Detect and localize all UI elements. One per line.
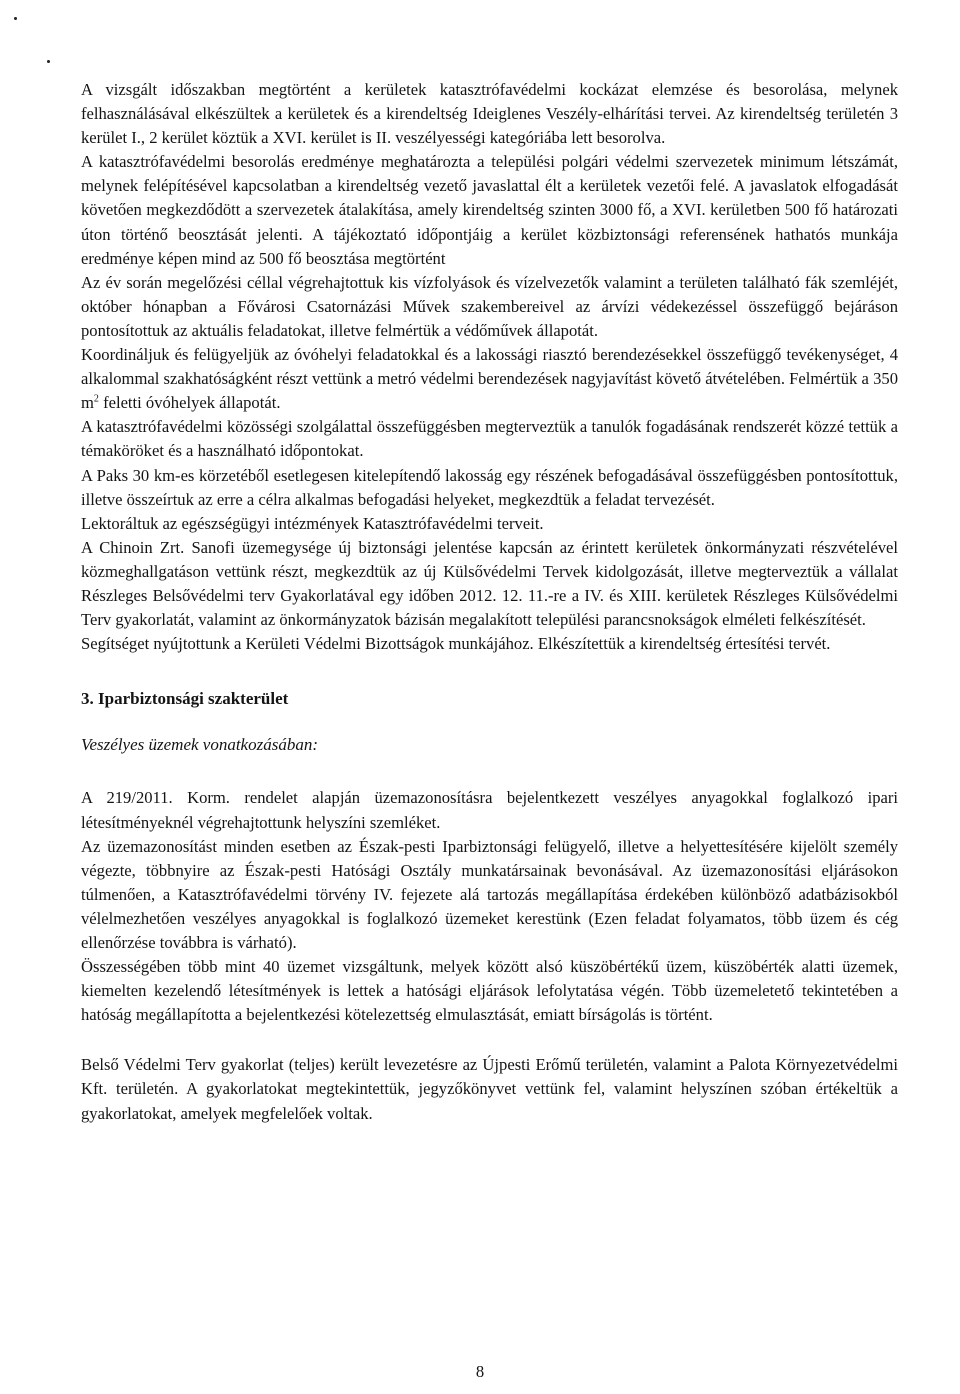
- paragraph-internal-defense-exercise: Belső Védelmi Terv gyakorlat (teljes) került levezetésre az Újpesti Erőmű területén, valamint a Palota Környezetvédelmi Kft. területén. A gyakorlatokat megtekintettük, jegyzőkönyvet vettünk fel, valamint helyszínen szóban értékeltük a gyakorlatokat, amelyek megfelelőek voltak.: [81, 1055, 898, 1123]
- paragraph-health-plans: Lektoráltuk az egészségügyi intézmények Katasztrófavédelmi terveit.: [81, 513, 544, 533]
- section-heading: 3. Iparbiztonsági szakterület: [81, 689, 289, 709]
- page-number: 8: [475, 1362, 485, 1381]
- paragraph-community-service: A katasztrófavédelmi közösségi szolgálattal összefüggésben megterveztük a tanulók fogadásának rendszerét közzé tettük a témaköröket és a használható időpontokat.: [81, 417, 898, 461]
- scan-speck: [47, 60, 50, 63]
- paragraph-shelters: [81, 343, 898, 415]
- superscript: 2: [93, 393, 99, 405]
- paragraph-risk-assessment: A vizsgált időszakban megtörtént a kerületek katasztrófavédelmi kockázat elemzése és besorolása, melynek felhasználásával elkészültek a kerületek és a kirendeltség Ideiglenes Veszély-elhárítási tervei. Az kirendeltség területén 3 kerület I., 2 kerület köztük a XVI. kerület is II. veszélyességi kategóriába lett besorolva.: [81, 80, 898, 148]
- scan-speck: [14, 17, 17, 20]
- shelters-text: Koordináljuk és felügyeljük az óvóhelyi feladatokkal és a lakossági riasztó berendezésekkel összefüggő tevékenységet, 4 alkalommal szakhatóságként részt vettünk a metró védelmi berendezések nagyjavítást követő átvételében. Felmértük a 350 m: [81, 345, 898, 413]
- section-subheading: Veszélyes üzemek vonatkozásában:: [81, 735, 318, 755]
- shelters-text-end: feletti óvóhelyek állapotát.: [98, 393, 281, 413]
- paragraph-chinoin: A Chinoin Zrt. Sanofi üzemegysége új biztonsági jelentése kapcsán az érintett kerületek önkormányzati részvételével közmeghallgatáson vettünk részt, megkezdtük az új Külsővédelmi Tervek kidolgozását, illetve megterveztük a vállalat Részleges Belsővédelmi terv Gyakorlatával egy időben 2012. 12. 11.-re a IV. és XIII. kerületek Részleges Külsővédelmi Terv gyakorlatát, valamint az önkormányzatok bázisán megalakított települési parancsnokságok elméleti felkészítését.: [81, 537, 898, 630]
- paragraph-civil-defense-organizations: A katasztrófavédelmi besorolás eredménye meghatározta a települési polgári védelmi szervezetek minimum létszámát, melynek felépítésével kapcsolatban a kirendeltség vezető javaslattal élt a kerületek vezetői felé. A javaslatok elfogadását követően megkezdődött a szervezetek átalakítása, amely kirendeltség szinten 3000 fő, a XVI. kerületben 500 fő határozati úton történő beosztását jelenti. A tájékoztató időpontjáig a kerület közbiztonsági referensének hathatós munkája eredménye képen mind az 500 fő beosztása megtörtént: [81, 152, 898, 268]
- document-page: [81, 78, 898, 1126]
- paragraph-identification-details: Az üzemazonosítást minden esetben az Észak-pesti Iparbiztonsági felügyelő, illetve a helyettesítésére kijelölt személy végezte, többnyire az Észak-pesti Hatósági Osztály munkatársainak bevonásával. Az üzemazonosítási eljárásokon túlmenően, a Katasztrófavédelmi törvény IV. fejezete alá tartozás megállapítása érdekében különböző adatbázisokból vélelmezhetően veszélyes anyagokkal is foglalkozó üzemeket kerestünk (Ezen feladat folyamatos, több üzem és cég ellenőrzése továbbra is várható).: [81, 836, 898, 952]
- paragraph-plant-identification: A 219/2011. Korm. rendelet alapján üzemazonosításra bejelentkezett veszélyes anyagokkal foglalkozó ipari létesítményeknél végrehajtottunk helyszíni szemléket.: [81, 788, 898, 832]
- paragraph-summary: Összességében több mint 40 üzemet vizsgáltunk, melyek között alsó küszöbértékű üzem, küszöbérték alatti üzemek, kiemelten kezelendő létesítmények is lettek a hatósági eljárások lefolytatása végén. Több üzemeletető tekintetében a hatóság megállapította a bejelentkezési kötelezettség elmulasztását, emiatt bírságolás is történt.: [81, 957, 898, 1025]
- paragraph-paks-evacuation: A Paks 30 km-es körzetéből esetlegesen kitelepítendő lakosság egy részének befogadásával összefüggésben pontosítottuk, illetve összeírtuk az erre a célra alkalmas befogadási helyeket, megkezdtük a feladat tervezését.: [81, 465, 898, 509]
- paragraph-prevention-inspections: Az év során megelőzési céllal végrehajtottuk kis vízfolyások és vízelvezetők valamint a területen található fák szemléjét, október hónapban a Fővárosi Csatornázási Művek szakembereivel az árvízi védekezéssel összefüggő bejáráson pontosítottuk az aktuális feladatokat, illetve felmértük a védőművek állapotát.: [81, 272, 898, 340]
- paragraph-defense-committees: Segítséget nyújtottunk a Kerületi Védelmi Bizottságok munkájához. Elkészítettük a kirendeltség értesítési tervét.: [81, 634, 831, 654]
